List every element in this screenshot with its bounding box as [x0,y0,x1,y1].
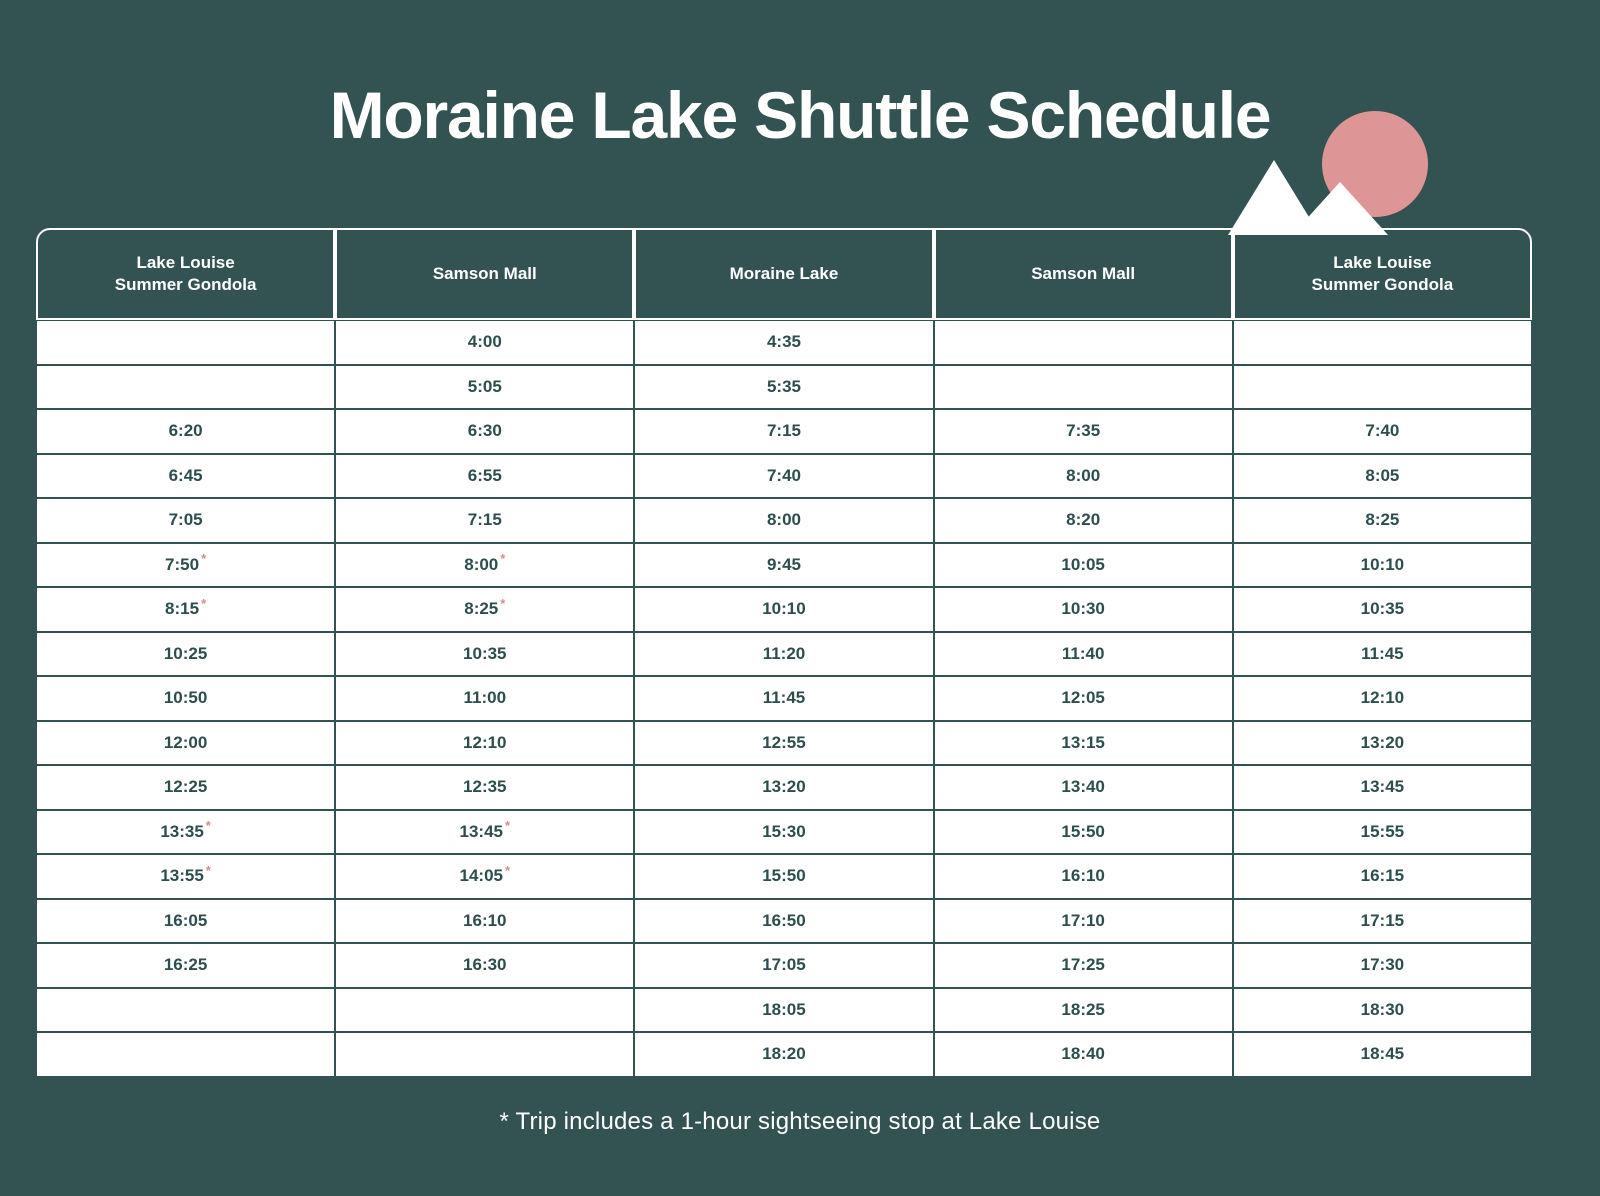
schedule-time-cell: 12:10 [1233,676,1532,721]
schedule-time-cell: 7:50 * [36,543,335,588]
schedule-time-cell: 10:35 [335,632,634,677]
schedule-time-cell: 9:45 [634,543,933,588]
schedule-time-cell: 12:05 [934,676,1233,721]
table-row [36,988,1532,1033]
schedule-time-cell: 12:55 [634,721,933,766]
schedule-time-cell: 10:35 [1233,587,1532,632]
schedule-time-cell: 15:50 [634,854,933,899]
table-row [36,498,1532,543]
header-row [36,228,1532,320]
header-line-1: Samson Mall [1031,264,1136,283]
header-line-2: Summer Gondola [114,275,257,294]
schedule-table-container [36,228,1532,1077]
schedule-time-cell: 11:45 [1233,632,1532,677]
table-row [36,320,1532,365]
schedule-time-cell: 17:15 [1233,899,1532,944]
schedule-time-cell: 16:50 [634,899,933,944]
column-header-moraine-lake [634,228,933,320]
schedule-time-cell: 11:00 [335,676,634,721]
schedule-time-cell: 7:40 [1233,409,1532,454]
schedule-time-cell: 17:10 [934,899,1233,944]
table-row [36,409,1532,454]
schedule-time-cell: 11:40 [934,632,1233,677]
column-header-lake-louise-gondola-arrival [1233,228,1532,320]
schedule-time-cell [335,988,634,1033]
schedule-time-cell [36,1032,335,1077]
schedule-time-cell: 7:35 [934,409,1233,454]
schedule-time-cell: 17:25 [934,943,1233,988]
asterisk-marker: * [205,862,211,878]
table-row [36,543,1532,588]
schedule-time-cell: 6:45 [36,454,335,499]
schedule-time-cell: 10:10 [1233,543,1532,588]
schedule-time-cell: 13:20 [634,765,933,810]
schedule-time-cell: 7:40 [634,454,933,499]
schedule-time-cell: 17:30 [1233,943,1532,988]
schedule-time-cell: 13:45 [1233,765,1532,810]
header-line-1: Lake Louise [136,253,235,272]
header-line-1: Samson Mall [432,264,537,283]
schedule-time-cell: 16:05 [36,899,335,944]
asterisk-marker: * [201,551,207,567]
schedule-time-cell: 11:45 [634,676,933,721]
asterisk-marker: * [504,818,511,834]
mountain-peaks-icon [1228,160,1408,235]
schedule-time-cell: 15:55 [1233,810,1532,855]
column-header-samson-mall-return [934,228,1233,320]
schedule-time-cell: 4:00 [335,320,634,365]
schedule-time-cell: 12:10 [335,721,634,766]
schedule-time-cell: 6:55 [335,454,634,499]
schedule-time-cell: 4:35 [634,320,933,365]
schedule-time-cell: 18:30 [1233,988,1532,1033]
schedule-time-cell: 18:05 [634,988,933,1033]
table-body [36,320,1532,1077]
table-row [36,1032,1532,1077]
page-title: Moraine Lake Shuttle Schedule [329,78,1271,152]
schedule-time-cell: 18:40 [934,1032,1233,1077]
schedule-time-cell [934,320,1233,365]
table-row [36,899,1532,944]
schedule-time-cell: 18:45 [1233,1032,1532,1077]
schedule-time-cell [1233,320,1532,365]
schedule-time-cell [1233,365,1532,410]
schedule-time-cell: 13:45 * [335,810,634,855]
asterisk-marker: * [500,551,506,567]
schedule-time-cell: 16:10 [934,854,1233,899]
schedule-time-cell: 10:50 [36,676,335,721]
schedule-time-cell: 17:05 [634,943,933,988]
schedule-time-cell: 8:00 [934,454,1233,499]
table-row [36,721,1532,766]
schedule-time-cell: 7:05 [36,498,335,543]
schedule-time-cell: 8:00 * [335,543,634,588]
schedule-time-cell [36,365,335,410]
table-row [36,765,1532,810]
column-header-samson-mall-outbound [335,228,634,320]
schedule-time-cell: 8:20 [934,498,1233,543]
schedule-time-cell: 10:25 [36,632,335,677]
schedule-time-cell: 16:15 [1233,854,1532,899]
asterisk-marker: * [504,862,511,878]
header-banner [0,0,1600,228]
schedule-time-cell: 13:40 [934,765,1233,810]
schedule-time-cell [934,365,1233,410]
schedule-time-cell: 14:05 * [335,854,634,899]
schedule-time-cell: 12:00 [36,721,335,766]
schedule-time-cell: 18:25 [934,988,1233,1033]
schedule-time-cell: 7:15 [634,409,933,454]
schedule-time-cell: 6:30 [335,409,634,454]
table-row [36,854,1532,899]
schedule-time-cell [36,320,335,365]
table-row [36,943,1532,988]
footnote-text: * Trip includes a 1-hour sightseeing stop at Lake Louise [499,1108,1101,1135]
schedule-time-cell: 15:30 [634,810,933,855]
schedule-time-cell: 8:25 * [335,587,634,632]
schedule-time-cell: 8:15 * [36,587,335,632]
schedule-time-cell: 13:55 * [36,854,335,899]
schedule-time-cell: 16:30 [335,943,634,988]
shuttle-schedule-table [36,228,1532,1077]
schedule-time-cell: 16:10 [335,899,634,944]
schedule-time-cell: 13:20 [1233,721,1532,766]
schedule-time-cell [36,988,335,1033]
header-line-1: Moraine Lake [729,264,839,283]
table-header [36,228,1532,320]
schedule-time-cell: 8:00 [634,498,933,543]
table-row [36,587,1532,632]
schedule-time-cell: 16:25 [36,943,335,988]
schedule-time-cell: 18:20 [634,1032,933,1077]
asterisk-marker: * [201,595,207,611]
asterisk-marker: * [205,818,211,834]
header-line-1: Lake Louise [1333,253,1432,272]
schedule-time-cell: 6:20 [36,409,335,454]
schedule-time-cell: 5:35 [634,365,933,410]
table-row [36,632,1532,677]
header-line-2: Summer Gondola [1311,275,1454,294]
schedule-time-cell: 11:20 [634,632,933,677]
schedule-time-cell: 12:35 [335,765,634,810]
table-row [36,454,1532,499]
schedule-time-cell: 13:15 [934,721,1233,766]
schedule-time-cell: 12:25 [36,765,335,810]
table-row [36,365,1532,410]
schedule-time-cell: 5:05 [335,365,634,410]
table-row [36,676,1532,721]
schedule-time-cell: 8:05 [1233,454,1532,499]
asterisk-marker: * [500,595,506,611]
schedule-time-cell: 10:10 [634,587,933,632]
schedule-time-cell: 7:15 [335,498,634,543]
schedule-time-cell: 15:50 [934,810,1233,855]
schedule-time-cell: 8:25 [1233,498,1532,543]
schedule-time-cell: 10:30 [934,587,1233,632]
schedule-time-cell: 13:35 * [36,810,335,855]
table-row [36,810,1532,855]
schedule-time-cell: 10:05 [934,543,1233,588]
schedule-time-cell [335,1032,634,1077]
column-header-lake-louise-gondola-departure [36,228,335,320]
